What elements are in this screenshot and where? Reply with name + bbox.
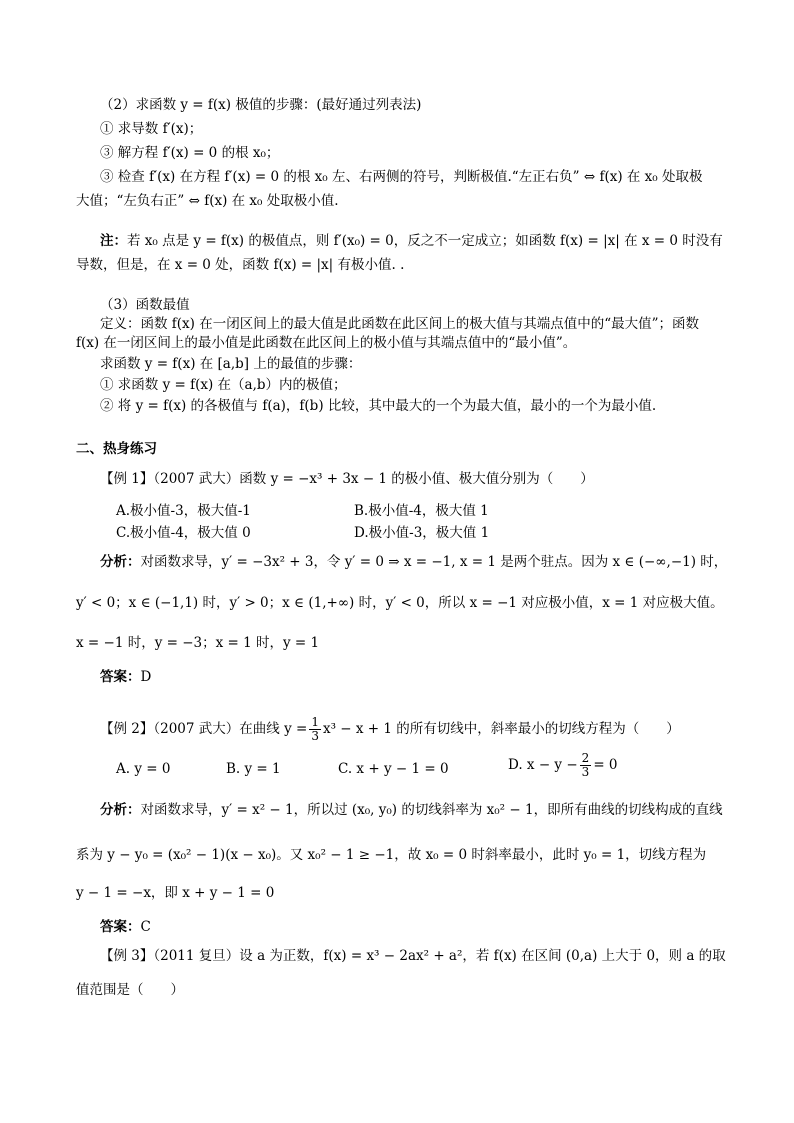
section3-step1: ① 求函数 y = f(x) 在（a,b）内的极值；: [100, 377, 347, 393]
ex2-analysis-text-1: 对函数求导，y′ = x² − 1，所以过 (x₀, y₀) 的切线斜率为 x₀² − 1，即所有曲线的切线构成的直线: [140, 802, 723, 818]
ex2-option-d-numerator: 2: [581, 751, 590, 765]
ex2-option-d-fraction: [580, 752, 592, 779]
section2-step2: ③ 解方程 f′(x) = 0 的根 x₀；: [100, 145, 280, 161]
ex1-option-a: A.极小值-3，极大值-1: [116, 503, 251, 519]
ex2-option-c: C. x + y − 1 = 0: [338, 761, 449, 777]
section3-step2: ② 将 y = f(x) 的各极值与 f(a)，f(b) 比较，其中最大的一个为最大值，最小的一个为最小值.: [100, 398, 657, 414]
ex1-answer-label: 答案：: [100, 669, 141, 685]
ex1-analysis-line1: [100, 553, 727, 571]
ex2-option-b: B. y = 1: [226, 761, 281, 777]
ex2-answer-value: C: [140, 919, 151, 935]
ex1-analysis-line2: y′ < 0；x ∈ (−1,1) 时，y′ > 0；x ∈ (1,+∞) 时，y′ < 0，所以 x = −1 对应极小值，x = 1 对应极大值。: [76, 595, 724, 611]
ex2-answer: [100, 918, 151, 936]
section3-def-line2: f(x) 在一闭区间上的最小值是此函数在此区间上的极小值与其端点值中的“最小值”。: [76, 335, 577, 351]
ex2-option-d: [508, 752, 618, 779]
ex2-analysis-line1: [100, 801, 723, 819]
ex2-stem-pre: 【例 2】（2007 武大）在曲线 y =: [100, 721, 308, 737]
ex1-analysis-line3: x = −1 时，y = −3；x = 1 时，y = 1: [76, 635, 320, 651]
ex2-stem-fraction-denominator: 3: [311, 729, 319, 743]
warmup-heading: 二、热身练习: [76, 441, 157, 457]
ex1-answer: [100, 668, 151, 686]
note-label: 注：: [100, 233, 127, 249]
ex1-answer-value: D: [140, 669, 152, 685]
ex2-stem-post: x³ − x + 1 的所有切线中，斜率最小的切线方程为（ ）: [322, 721, 680, 737]
ex1-analysis-text-1: 对函数求导，y′ = −3x² + 3，令 y′ = 0 ⇒ x = −1, x = 1 是两个驻点。因为 x ∈ (−∞,−1) 时，: [140, 554, 728, 570]
section2-step3-line2: 大值；“左负右正” ⇔ f(x) 在 x₀ 处取极小值.: [76, 193, 339, 209]
ex2-stem: [100, 716, 680, 743]
section3-def-line1: 定义：函数 f(x) 在一闭区间上的最大值是此函数在此区间上的极大值与其端点值中的“最大值”；函数: [100, 316, 700, 332]
ex1-option-d: D.极小值-3，极大值 1: [354, 525, 490, 541]
section2-step3-line1: ③ 检查 f′(x) 在方程 f′(x) = 0 的根 x₀ 左、右两侧的符号，判断极值.“左正右负” ⇔ f(x) 在 x₀ 处取极: [100, 169, 703, 185]
ex2-analysis-label: 分析：: [100, 802, 141, 818]
ex3-stem-line2: 值范围是（ ）: [76, 982, 184, 998]
section2-step1: ① 求导数 f′(x)；: [100, 121, 203, 137]
section3-steps-title: 求函数 y = f(x) 在 [a,b] 上的最值的步骤：: [100, 356, 362, 372]
ex2-stem-fraction-numerator: 1: [311, 715, 319, 729]
section2-title: （2）求函数 y = f(x) 极值的步骤：(最好通过列表法): [100, 97, 422, 113]
ex2-option-a: A. y = 0: [116, 761, 171, 777]
ex2-option-d-pre: D. x − y −: [508, 757, 578, 773]
note-line1: [100, 232, 723, 250]
note-line2: 导数，但是，在 x = 0 处，函数 f(x) = |x| 有极小值. .: [76, 257, 405, 273]
ex2-stem-fraction: [309, 716, 321, 743]
ex2-analysis-line2: 系为 y − y₀ = (x₀² − 1)(x − x₀)。又 x₀² − 1 ≥ −1，故 x₀ = 0 时斜率最小，此时 y₀ = 1，切线方程为: [76, 847, 707, 863]
ex2-answer-label: 答案：: [100, 919, 141, 935]
section3-title: （3）函数最值: [100, 297, 190, 313]
note-text-1: 若 x₀ 点是 y = f(x) 的极值点，则 f′(x₀) = 0，反之不一定成立；如函数 f(x) = |x| 在 x = 0 时没有: [127, 233, 723, 249]
ex2-analysis-line3: y − 1 = −x，即 x + y − 1 = 0: [76, 885, 275, 901]
ex2-option-d-denominator: 3: [581, 765, 590, 779]
ex1-stem: 【例 1】（2007 武大）函数 y = −x³ + 3x − 1 的极小值、极大值分别为（ ）: [100, 471, 594, 487]
ex1-option-c: C.极小值-4，极大值 0: [116, 525, 251, 541]
ex2-option-d-post: = 0: [593, 757, 618, 773]
ex1-option-b: B.极小值-4，极大值 1: [354, 503, 489, 519]
ex3-stem-line1: 【例 3】（2011 复旦）设 a 为正数，f(x) = x³ − 2ax² + a²，若 f(x) 在区间 (0,a) 上大于 0，则 a 的取: [100, 948, 726, 964]
ex1-analysis-label: 分析：: [100, 554, 141, 570]
